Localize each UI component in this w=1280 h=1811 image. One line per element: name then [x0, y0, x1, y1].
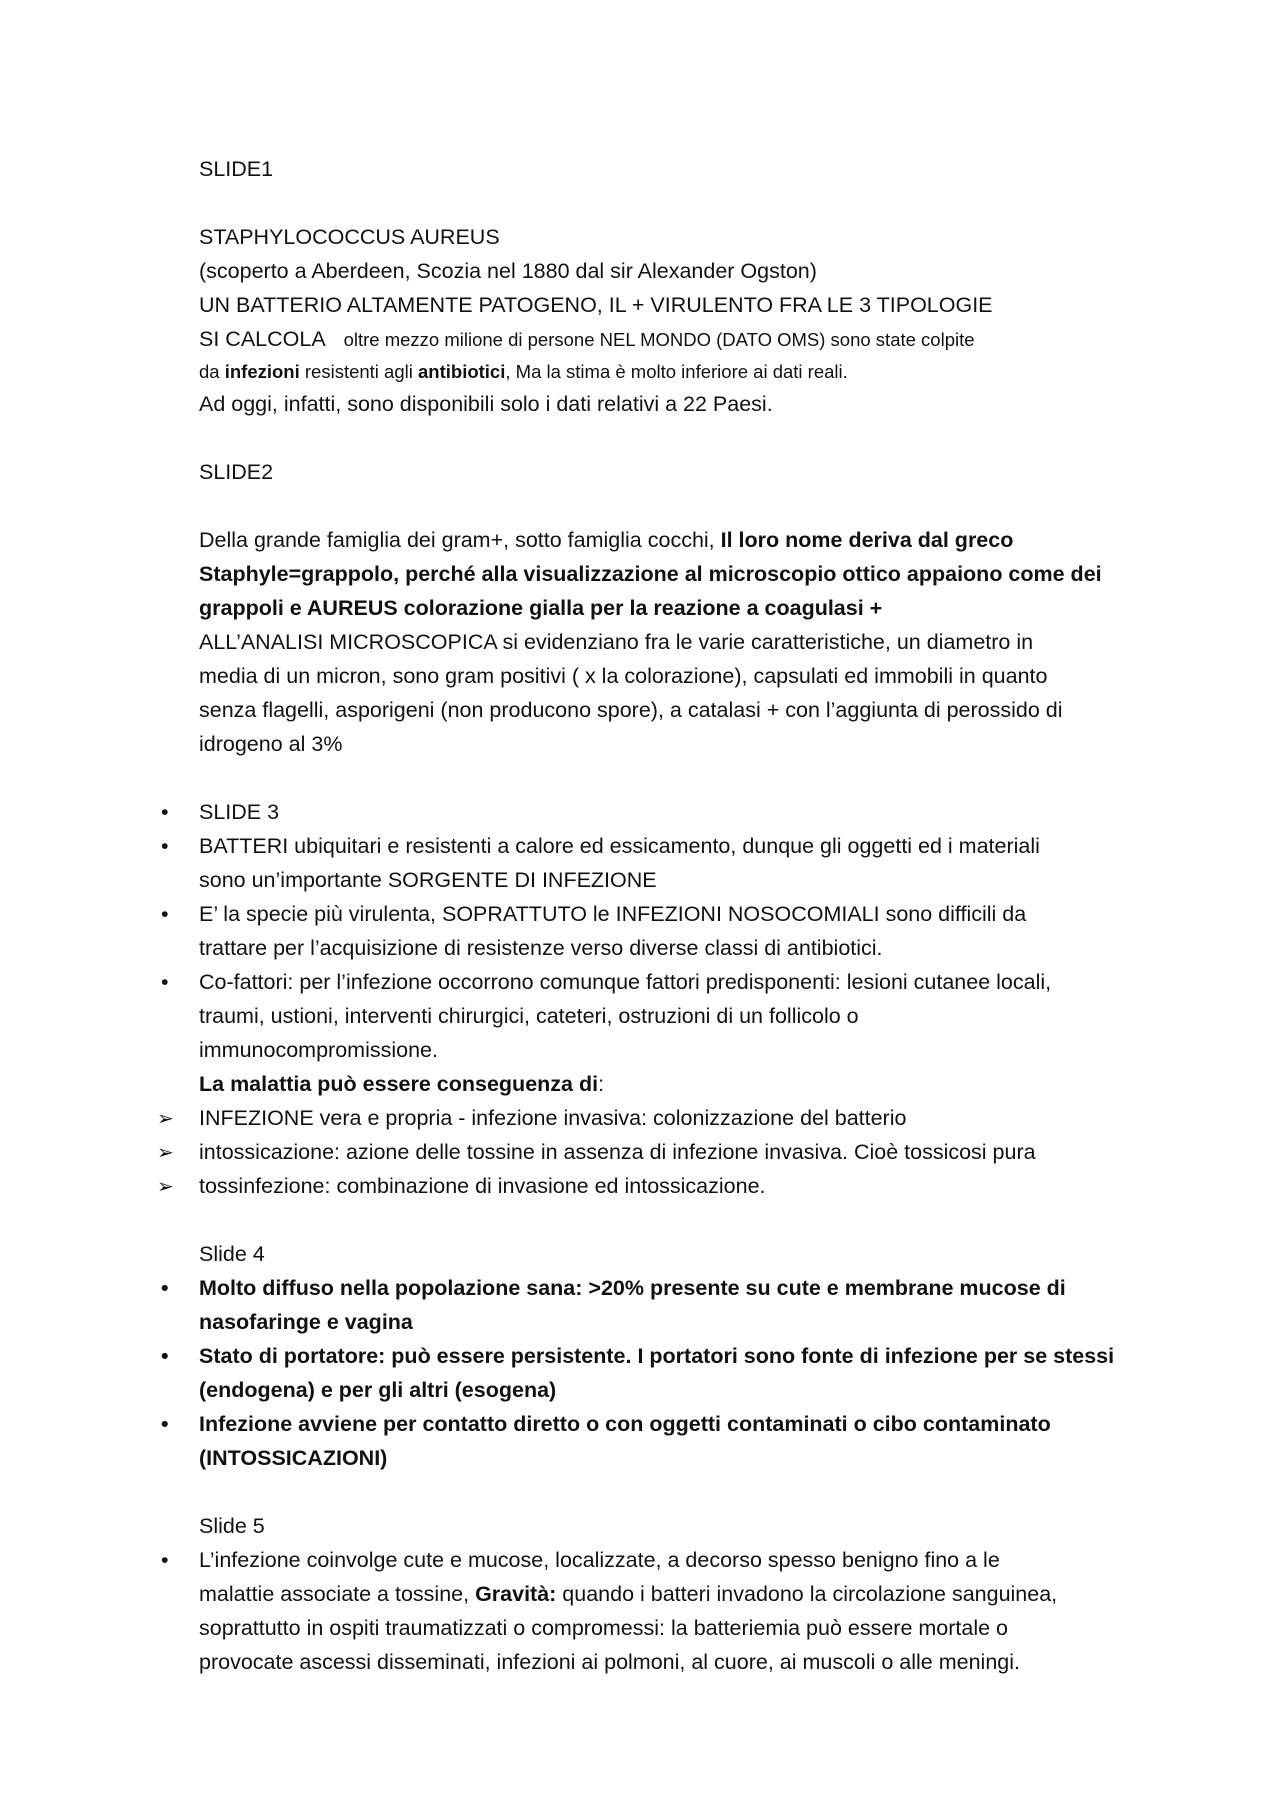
bullet-item-continuation: traumi, ustioni, interventi chirurgici, cateteri, ostruzioni di un follicolo o	[199, 1004, 859, 1028]
bullet-item: • BATTERI ubiquitari e resistenti a calore ed essicamento, dunque gli oggetti ed i materiali	[199, 829, 1199, 863]
slide4-heading: Slide 4	[199, 1242, 265, 1266]
slide1-title: STAPHYLOCOCCUS AUREUS	[199, 225, 500, 249]
bullet-item-continuation	[199, 1577, 1199, 1611]
slide2-line: grappoli e AUREUS colorazione gialla per la reazione a coagulasi +	[199, 596, 883, 620]
slide1-small-text: oltre mezzo milione di persone NEL MONDO (DATO OMS) sono state colpite	[343, 329, 975, 350]
bullet-item-continuation: immunocompromissione.	[199, 1038, 438, 1062]
bullet-item: • E’ la specie più virulenta, SOPRATTUTO le INFEZIONI NOSOCOMIALI sono difficili da	[199, 897, 1199, 931]
text-run: :	[598, 1072, 605, 1096]
bullet-item: • Co-fattori: per l’infezione occorrono comunque fattori predisponenti: lesioni cutanee locali,	[199, 965, 1199, 999]
bullet-item: • L’infezione coinvolge cute e mucose, localizzate, a decorso spesso benigno fino a le	[199, 1543, 1199, 1577]
consequence-heading	[199, 1067, 1199, 1101]
slide1-line	[199, 356, 1199, 387]
text-run: Della grande famiglia dei gram+, sotto famiglia cocchi,	[199, 528, 721, 552]
bullet-item: • Stato di portatore: può essere persistente. I portatori sono fonte di infezione per se stessi	[199, 1339, 1199, 1373]
document-body	[199, 152, 1199, 1679]
slide1-heading: SLIDE1	[199, 157, 274, 181]
text-run-bold: Gravità:	[475, 1582, 557, 1606]
slide3-heading: • SLIDE 3	[199, 795, 1199, 829]
arrow-list-item: ➢ tossinfezione: combinazione di invasione ed intossicazione.	[199, 1169, 1199, 1203]
slide2-line: ALL’ANALISI MICROSCOPICA si evidenziano fra le varie caratteristiche, un diametro in	[199, 630, 1034, 654]
text-run-bold: Il loro nome deriva dal greco	[720, 528, 1014, 552]
slide2-line	[199, 523, 1199, 557]
slide2-line: media di un micron, sono gram positivi ( x la colorazione), capsulati ed immobili in quanto	[199, 664, 1048, 688]
slide2-heading: SLIDE2	[199, 460, 274, 484]
bullet-item-continuation: sono un’importante SORGENTE DI INFEZIONE	[199, 868, 657, 892]
bullet-item-continuation: trattare per l’acquisizione di resistenze verso diverse classi di antibiotici.	[199, 936, 883, 960]
slide1-line: Ad oggi, infatti, sono disponibili solo i dati relativi a 22 Paesi.	[199, 392, 773, 416]
bullet-item-continuation: provocate ascessi disseminati, infezioni ai polmoni, al cuore, ai muscoli o alle meningi.	[199, 1650, 1020, 1674]
slide1-lead: SI CALCOLA	[199, 327, 326, 351]
bullet-item-continuation: nasofaringe e vagina	[199, 1310, 413, 1334]
text-run: quando i batteri invadono la circolazione sanguinea,	[556, 1582, 1058, 1606]
bullet-item-continuation: soprattutto in ospiti traumatizzati o compromessi: la batteriemia può essere mortale o	[199, 1616, 1009, 1640]
bullet-item: • Infezione avviene per contatto diretto o con oggetti contaminati o cibo contaminato	[199, 1407, 1199, 1441]
text-run-bold: infezioni	[224, 361, 300, 382]
slide2-line: idrogeno al 3%	[199, 732, 343, 756]
text-run: resistenti agli	[299, 361, 418, 382]
slide5-heading: Slide 5	[199, 1514, 265, 1538]
slide2-line: senza flagelli, asporigeni (non producono spore), a catalasi + con l’aggiunta di perossido di	[199, 698, 1063, 722]
slide2-line: Staphyle=grappolo, perché alla visualizzazione al microscopio ottico appaiono come dei	[199, 562, 1102, 586]
bullet-item-continuation: (endogena) e per gli altri (esogena)	[199, 1378, 557, 1402]
bullet-item-continuation: (INTOSSICAZIONI)	[199, 1446, 388, 1470]
text-run: , Ma la stima è molto inferiore ai dati reali.	[505, 361, 848, 382]
text-run-bold: La malattia può essere conseguenza di	[199, 1072, 599, 1096]
slide1-line: UN BATTERIO ALTAMENTE PATOGENO, IL + VIRULENTO FRA LE 3 TIPOLOGIE	[199, 293, 993, 317]
arrow-list-item: ➢ intossicazione: azione delle tossine in assenza di infezione invasiva. Cioè tossicosi pura	[199, 1135, 1199, 1169]
slide1-line: (scoperto a Aberdeen, Scozia nel 1880 dal sir Alexander Ogston)	[199, 259, 817, 283]
bullet-item: • Molto diffuso nella popolazione sana: >20% presente su cute e membrane mucose di	[199, 1271, 1199, 1305]
text-run: malattie associate a tossine,	[199, 1582, 476, 1606]
arrow-list-item: ➢ INFEZIONE vera e propria - infezione invasiva: colonizzazione del batterio	[199, 1101, 1199, 1135]
slide1-line	[199, 322, 1199, 356]
text-run-bold: antibiotici	[418, 361, 506, 382]
text-run: da	[199, 361, 225, 382]
